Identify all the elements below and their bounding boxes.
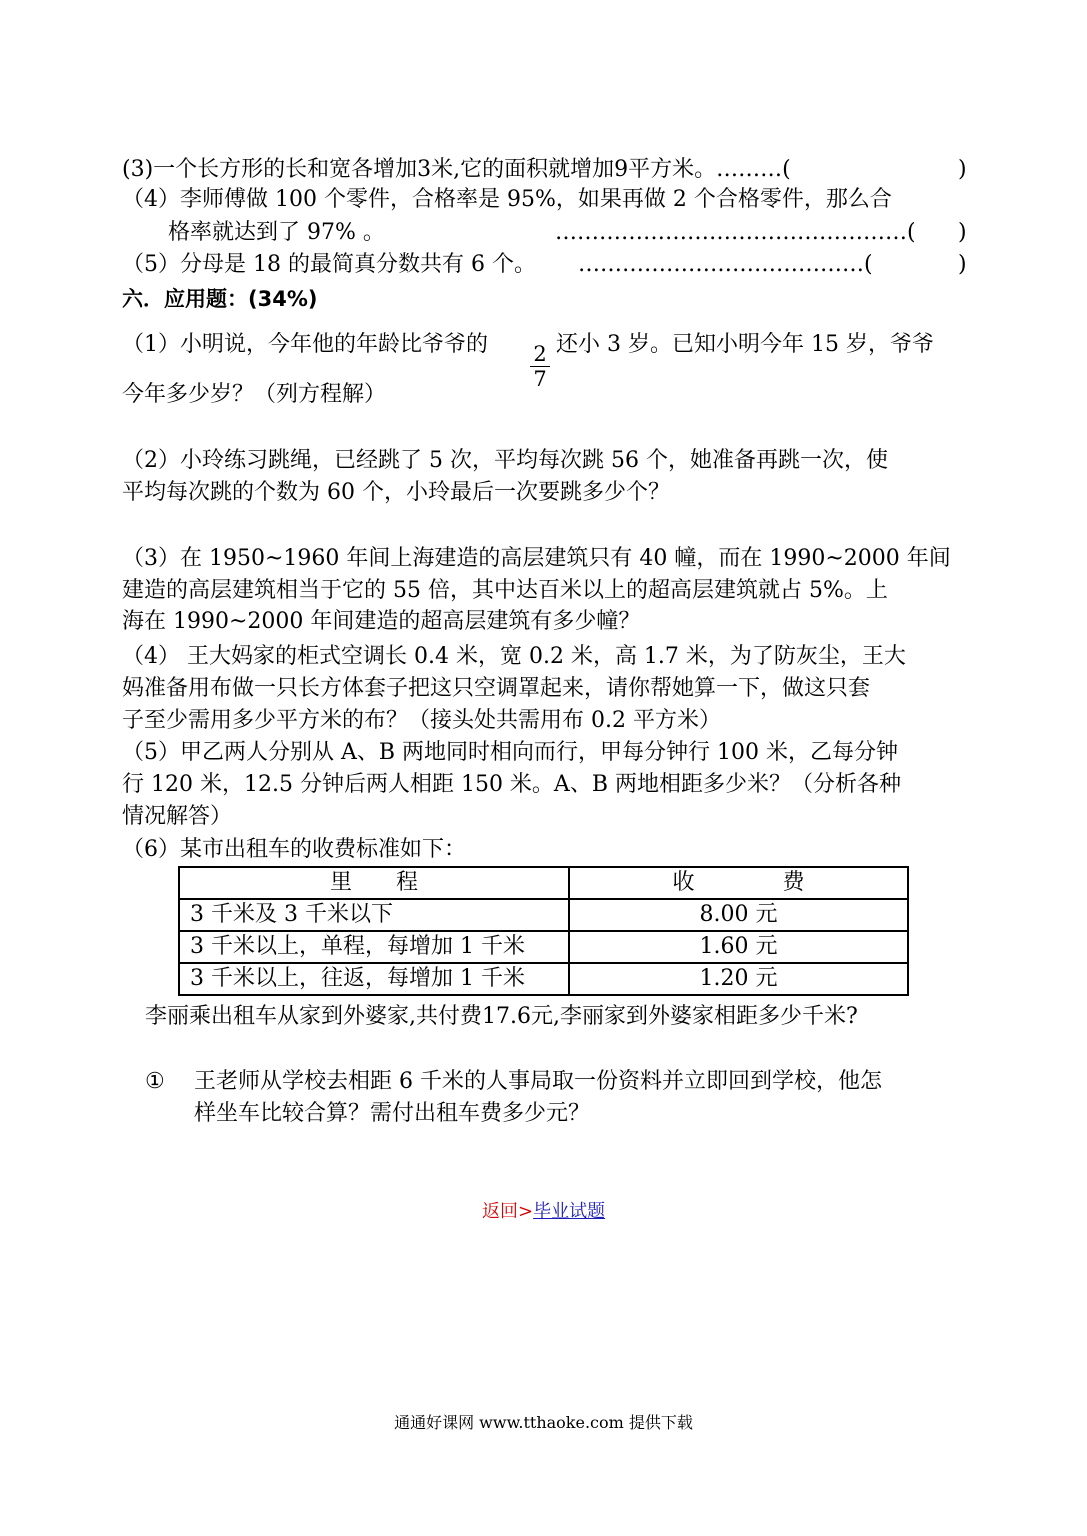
p5-line3: 情况解答）: [122, 804, 233, 829]
section-title: 六．应用题：(34%): [122, 287, 318, 311]
p1-fraction-denominator: 7: [533, 367, 547, 391]
p4-line1: （4） 王大妈家的柜式空调长 0.4 米，宽 0.2 米，高 1.7 米，为了防灰尘，王大: [122, 644, 906, 669]
p6-sub-line2: 样坐车比较合算？需付出租车费多少元？: [194, 1101, 591, 1126]
back-link[interactable]: 返回: [482, 1201, 518, 1222]
judge-q5: （5）分母是 18 的最简真分数共有 6 个。: [122, 252, 536, 277]
p3-line2: 建造的高层建筑相当于它的 55 倍，其中达百米以上的超高层建筑就占 5%。上: [122, 578, 888, 603]
fare-header-distance: 里 程: [179, 867, 569, 899]
p1-line2: 今年多少岁？（列方程解）: [122, 382, 387, 407]
fare-row-fee: 1.60 元: [569, 931, 908, 963]
judge-q4-line2: 格率就达到了 97% 。: [168, 220, 385, 245]
p3-line1: （3）在 1950~1960 年间上海建造的高层建筑只有 40 幢，而在 1990~2000 年间: [122, 546, 951, 571]
p4-line2: 妈准备用布做一只长方体套子把这只空调罩起来，请你帮她算一下，做这只套: [122, 676, 871, 701]
p1-fraction: [530, 342, 550, 391]
p3-line3: 海在 1990~2000 年间建造的超高层建筑有多少幢？: [122, 609, 641, 634]
judge-q3-close: ): [958, 157, 967, 182]
p6-line1: （6）某市出租车的收费标准如下：: [122, 837, 466, 862]
page-footer: 通通好课网 www.tthaoke.com 提供下载: [394, 1413, 693, 1432]
fare-row-fee: 8.00 元: [569, 899, 908, 931]
p6-sub-marker: ①: [145, 1069, 165, 1094]
fare-table-header: [179, 867, 908, 899]
p2-line2: 平均每次跳的个数为 60 个，小玲最后一次要跳多少个？: [122, 480, 670, 505]
nav-separator: >: [518, 1201, 534, 1222]
p6-question: 李丽乘出租车从家到外婆家,共付费17.6元,李丽家到外婆家相距多少千米?: [145, 1004, 858, 1029]
fare-table-row: [179, 899, 908, 931]
fare-table: [178, 866, 909, 996]
p4-line3: 子至少需用多少平方米的布？（接头处共需用布 0.2 平方米）: [122, 708, 721, 733]
p6-sub-line1: 王老师从学校去相距 6 千米的人事局取一份资料并立即回到学校，他怎: [194, 1069, 882, 1094]
fare-header-fee: 收 费: [569, 867, 908, 899]
p2-line1: （2）小玲练习跳绳，已经跳了 5 次，平均每次跳 56 个，她准备再跳一次，使: [122, 448, 888, 473]
judge-q4-line1: （4）李师傅做 100 个零件，合格率是 95%，如果再做 2 个合格零件，那么合: [122, 187, 892, 212]
graduation-exams-link[interactable]: 毕业试题: [533, 1201, 606, 1222]
p1-before-fraction: （1）小明说，今年他的年龄比爷爷的: [122, 332, 488, 357]
back-navigation: [482, 1200, 605, 1224]
p1-after-fraction: 还小 3 岁。已知小明今年 15 岁，爷爷: [556, 332, 934, 357]
p1-fraction-numerator: 2: [530, 342, 550, 367]
judge-q5-dots: …………………………………(: [578, 252, 873, 277]
p5-line2: 行 120 米，12.5 分钟后两人相距 150 米。A、B 两地相距多少米？（分析各种: [122, 772, 901, 797]
p5-line1: （5）甲乙两人分别从 A、B 两地同时相向而行，甲每分钟行 100 米，乙每分钟: [122, 740, 899, 765]
fare-row-distance: 3 千米以上，单程，每增加 1 千米: [179, 931, 569, 963]
fare-row-distance: 3 千米以上，往返，每增加 1 千米: [179, 963, 569, 995]
fare-table-row: [179, 963, 908, 995]
judge-q3: (3)一个长方形的长和宽各增加3米,它的面积就增加9平方米。………(: [122, 157, 791, 182]
judge-q5-close: ): [958, 252, 967, 277]
fare-table-row: [179, 931, 908, 963]
fare-row-fee: 1.20 元: [569, 963, 908, 995]
fare-row-distance: 3 千米及 3 千米以下: [179, 899, 569, 931]
judge-q4-close: ): [958, 220, 967, 245]
judge-q4-dots: …………………………………………(: [555, 220, 916, 245]
